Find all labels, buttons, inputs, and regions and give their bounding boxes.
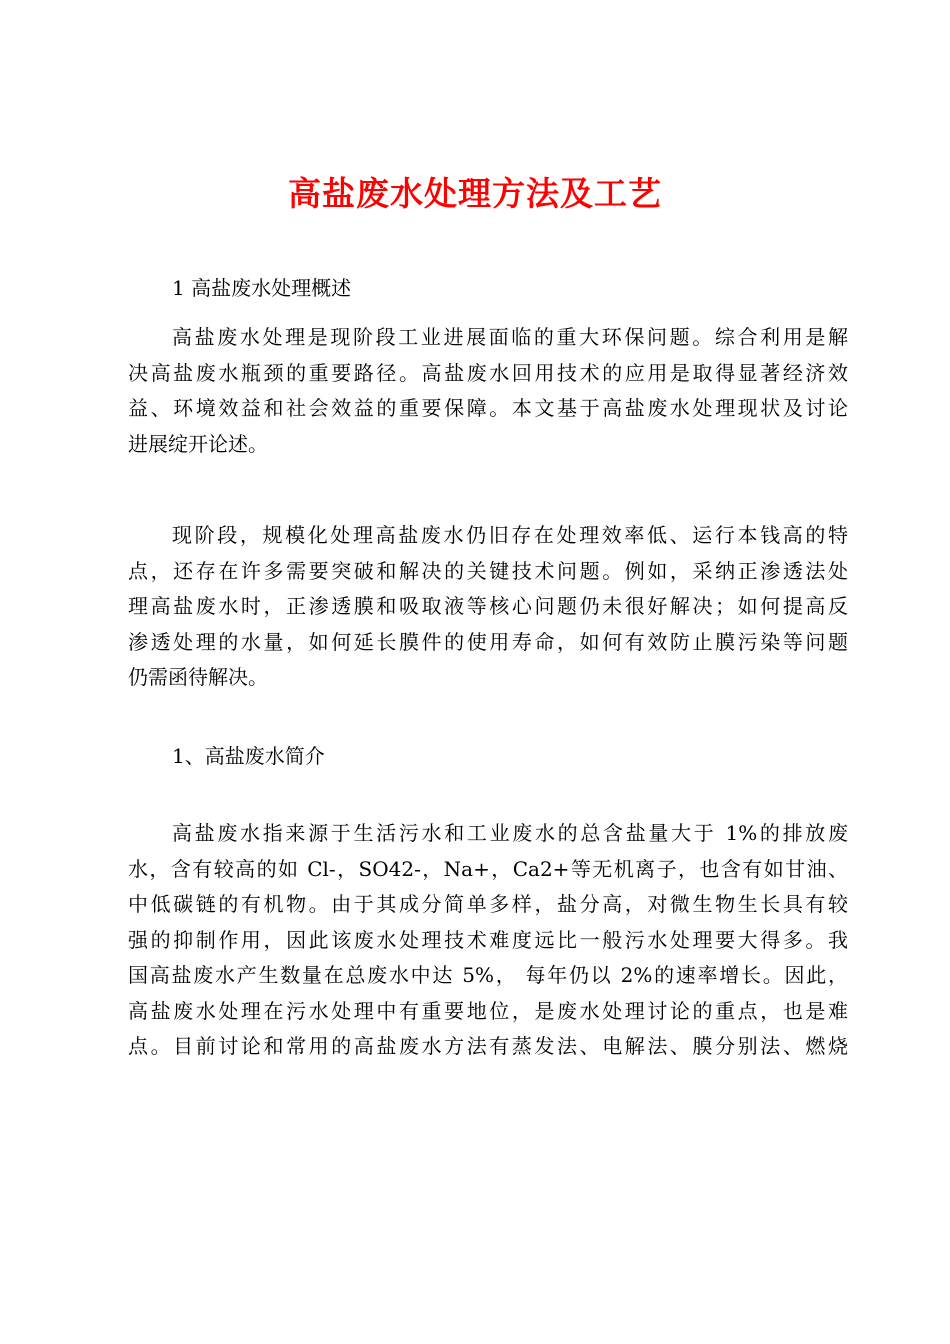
- paragraph-line: 强的抑制作用，因此该废水处理技术难度远比一般污水处理要大得多。我: [128, 927, 848, 952]
- paragraph-line: 仍需函待解决。: [128, 665, 268, 689]
- paragraph-overview-2: [128, 518, 848, 696]
- document-title: 高盐废水处理方法及工艺: [288, 174, 662, 213]
- paragraph-line: 点，还存在许多需要突破和解决的关键技术问题。例如，采纳正渗透法处: [128, 558, 848, 583]
- paragraph-line: 中低碳链的有机物。由于其成分简单多样，盐分高，对微生物生长具有较: [128, 892, 848, 916]
- paragraph-line: 决高盐废水瓶颈的重要路径。高盐废水回用技术的应用是取得显著经济效: [128, 360, 848, 385]
- paragraph-line: 高盐废水处理在污水处理中有重要地位，是废水处理讨论的重点，也是难: [128, 998, 848, 1023]
- paragraph-line: 高盐废水处理是现阶段工业进展面临的重大环保问题。综合利用是解: [172, 325, 848, 349]
- section-heading-overview: 1 高盐废水处理概述: [172, 276, 352, 300]
- paragraph-line: 进展绽开论述。: [128, 431, 268, 456]
- paragraph-line: 现阶段，规模化处理高盐废水仍旧存在处理效率低、运行本钱高的特: [172, 523, 848, 547]
- paragraph-line: 渗透处理的水量，如何延长膜件的使用寿命，如何有效防止膜污染等问题: [128, 629, 848, 654]
- section-heading-intro: 1、高盐废水简介: [172, 744, 325, 768]
- paragraph-line: 水，含有较高的如 Cl-，SO42-，Na+，Ca2+等无机离子，也含有如甘油、: [128, 856, 848, 881]
- paragraph-line: 理高盐废水时，正渗透膜和吸取液等核心问题仍未很好解决；如何提高反: [128, 594, 848, 618]
- paragraph-line: 高盐废水指来源于生活污水和工业废水的总含盐量大于 1%的排放废: [172, 821, 848, 845]
- paragraph-line: 益、环境效益和社会效益的重要保障。本文基于高盐废水处理现状及讨论: [128, 396, 848, 420]
- paragraph-line: 点。目前讨论和常用的高盐废水方法有蒸发法、电解法、膜分别法、燃烧: [128, 1034, 848, 1058]
- paragraph-line: 国高盐废水产生数量在总废水中达 5%， 每年仍以 2%的速率增长。因此，: [128, 963, 848, 987]
- paragraph-overview-1: [128, 320, 848, 462]
- paragraph-intro: [128, 816, 848, 1065]
